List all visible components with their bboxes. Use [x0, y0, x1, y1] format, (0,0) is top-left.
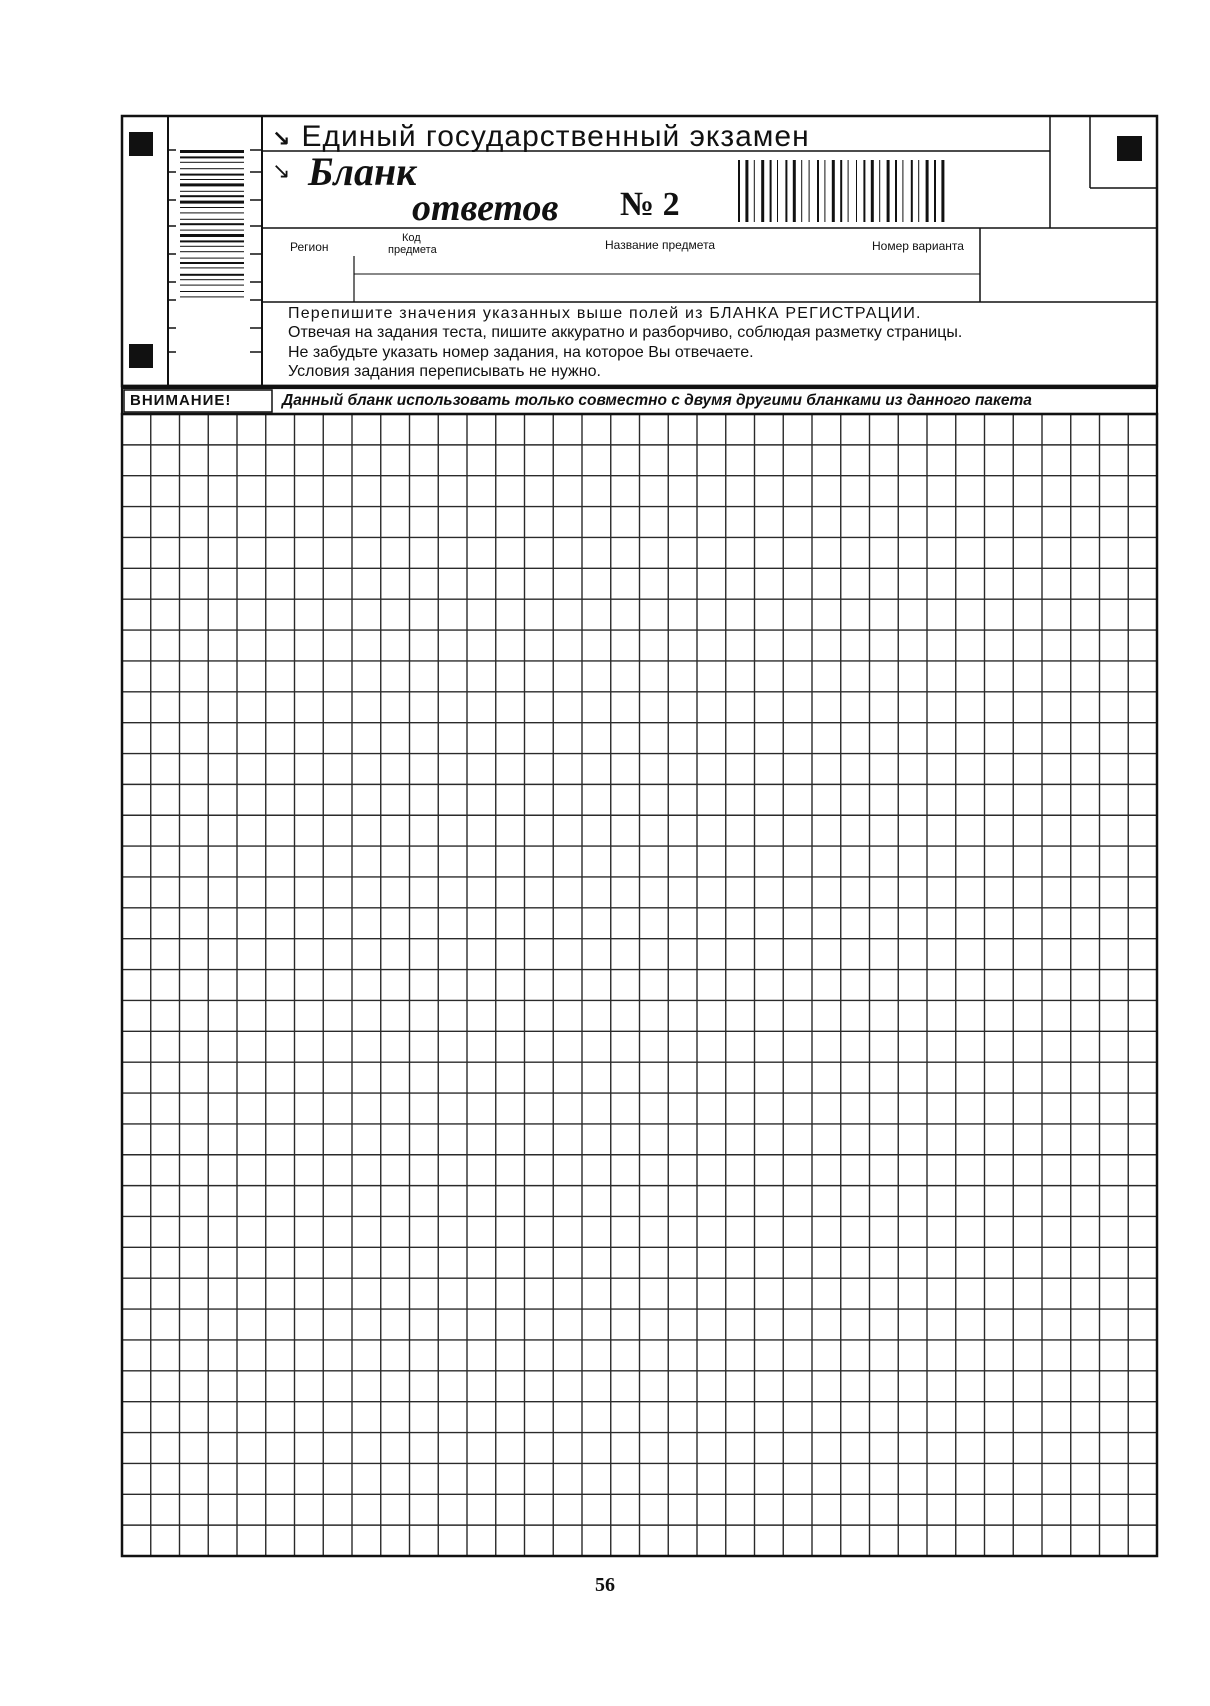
barcode-bar [180, 183, 244, 186]
barcode-bar [832, 160, 835, 222]
barcode-bar [895, 160, 897, 222]
barcode-bar [754, 160, 755, 222]
barcode-bar [180, 251, 244, 252]
barcode-bar [918, 160, 919, 222]
barcode-bar [879, 160, 880, 222]
barcode-bar [770, 160, 772, 222]
page-number: 56 [595, 1574, 615, 1596]
barcode-bar [840, 160, 842, 222]
barcode-bar [180, 258, 244, 259]
barcode-bar [761, 160, 764, 222]
barcode-bar [180, 207, 244, 208]
barcode-bar [180, 296, 244, 297]
registration-mark-top-right [1117, 136, 1142, 161]
barcode-bar [809, 160, 810, 222]
subject-code-label-2: предмета [388, 244, 437, 256]
barcode-bar [793, 160, 796, 222]
barcode-bar [180, 201, 244, 204]
barcode-bar [180, 230, 244, 231]
subject-name-label: Название предмета [605, 238, 716, 252]
barcode-bar [180, 219, 244, 220]
barcode-bar [180, 191, 244, 192]
barcode-bar [848, 160, 849, 222]
barcode-bar [180, 291, 244, 292]
barcode-bar [180, 150, 244, 153]
region-field[interactable] [264, 258, 352, 300]
barcode-bar [180, 246, 244, 247]
answer-grid[interactable] [122, 414, 1157, 1556]
subject-name-field[interactable] [356, 276, 978, 300]
barcode-bar [941, 160, 944, 222]
variant-number-field[interactable] [982, 230, 1155, 300]
barcode-bar [871, 160, 874, 222]
barcode-bar [911, 160, 913, 222]
region-label: Регион [290, 240, 329, 254]
barcode-bar [180, 174, 244, 176]
barcode-bar [180, 234, 244, 237]
barcode-bar [180, 267, 244, 268]
barcode-bar [902, 160, 903, 222]
barcode-bar [824, 160, 825, 222]
barcode-bar [180, 212, 244, 213]
variant-number-label: Номер варианта [872, 239, 964, 253]
barcode-bar [180, 156, 244, 158]
registration-mark-bottom-left [129, 344, 153, 368]
barcode-bar [738, 160, 740, 222]
instruction-line-2: Отвечая на задания теста, пишите аккуратно и разборчиво, соблюдая разметку страницы. [288, 324, 963, 341]
attention-text: Данный бланк использовать только совместно с двумя другими бланками из данного пакета [282, 392, 1032, 409]
instruction-line-4: Условия задания переписывать не нужно. [288, 363, 601, 380]
barcode-bar [180, 179, 244, 180]
barcode-bar [856, 160, 857, 222]
barcode-bar [745, 160, 748, 222]
barcode-bar [926, 160, 929, 222]
barcode-bar [180, 223, 244, 225]
barcode-bar [180, 285, 244, 286]
barcode-bar [180, 195, 244, 197]
form-title-line2: ответов [412, 187, 559, 229]
barcode-bar [180, 262, 244, 264]
form-number: № 2 [620, 186, 680, 223]
barcode-bar [180, 274, 244, 276]
barcode-bar [180, 279, 244, 280]
vertical-barcode [180, 150, 244, 297]
horizontal-barcode [738, 160, 944, 222]
arrow-icon: ↘ [272, 127, 292, 152]
barcode-bar [785, 160, 787, 222]
barcode-bar [180, 240, 244, 242]
barcode-bar [180, 162, 244, 163]
instruction-line-1: Перепишите значения указанных выше полей из БЛАНКА РЕГИСТРАЦИИ. [288, 305, 922, 322]
subject-code-label: Код [402, 232, 421, 244]
barcode-bar [887, 160, 890, 222]
exam-title: ↘ Единый государственный экзамен [272, 120, 810, 153]
barcode-bar [817, 160, 819, 222]
form-title-line1: Бланк [308, 149, 417, 194]
barcode-bar [934, 160, 936, 222]
arrow-icon: ↘ [272, 158, 291, 183]
barcode-bar [801, 160, 802, 222]
barcode-bar [863, 160, 865, 222]
attention-label: ВНИМАНИЕ! [130, 392, 232, 409]
instruction-line-3: Не забудьте указать номер задания, на которое Вы отвечаете. [288, 344, 754, 361]
barcode-bar [777, 160, 778, 222]
registration-mark-top-left [129, 132, 153, 156]
barcode-bar [180, 168, 244, 169]
